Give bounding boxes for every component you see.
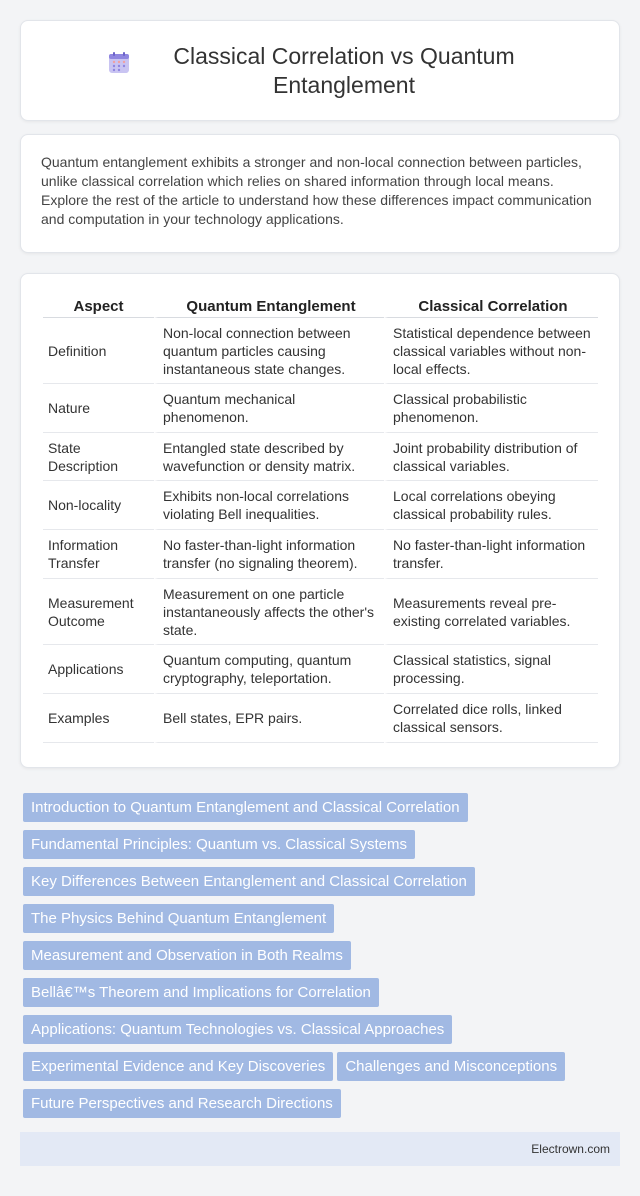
- cell-classical: Classical statistics, signal processing.: [384, 645, 598, 694]
- header-quantum: Quantum Entanglement: [154, 296, 384, 318]
- table-row: [43, 433, 598, 481]
- topic-link[interactable]: The Physics Behind Quantum Entanglement: [23, 904, 334, 933]
- cell-classical: No faster-than-light information transfer.: [384, 530, 598, 579]
- cell-classical: Joint probability distribution of classical variables.: [384, 433, 598, 481]
- header-aspect: Aspect: [43, 296, 154, 318]
- topic-link[interactable]: Experimental Evidence and Key Discoveries: [23, 1052, 333, 1081]
- cell-aspect: State Description: [43, 433, 154, 481]
- cell-quantum: Quantum mechanical phenomenon.: [154, 384, 384, 433]
- cell-aspect: Applications: [43, 645, 154, 694]
- cell-quantum: Bell states, EPR pairs.: [154, 694, 384, 743]
- topic-link[interactable]: Measurement and Observation in Both Realms: [23, 941, 351, 970]
- table-row: [43, 481, 598, 530]
- cell-classical: Measurements reveal pre-existing correlated variables.: [384, 579, 598, 645]
- topic-link[interactable]: Key Differences Between Entanglement and Classical Correlation: [23, 867, 475, 896]
- header-classical: Classical Correlation: [384, 296, 598, 318]
- cell-aspect: Examples: [43, 694, 154, 743]
- topic-link[interactable]: Bellâ€™s Theorem and Implications for Correlation: [23, 978, 379, 1007]
- comparison-table: [43, 296, 598, 743]
- table-row: [43, 384, 598, 433]
- table-row: [43, 645, 598, 694]
- cell-aspect: Information Transfer: [43, 530, 154, 579]
- cell-quantum: Exhibits non-local correlations violating Bell inequalities.: [154, 481, 384, 530]
- footer: [20, 1132, 620, 1166]
- cell-quantum: Entangled state described by wavefunction or density matrix.: [154, 433, 384, 481]
- page-title: Classical Correlation vs Quantum Entanglement: [173, 42, 515, 98]
- intro-card: [20, 134, 620, 253]
- footer-site[interactable]: Electrown.com: [531, 1142, 610, 1156]
- table-row: [43, 579, 598, 645]
- cell-classical: Statistical dependence between classical variables without non-local effects.: [384, 318, 598, 384]
- comparison-table-card: [20, 273, 620, 768]
- cell-aspect: Nature: [43, 384, 154, 433]
- table-row: [43, 694, 598, 743]
- cell-aspect: Measurement Outcome: [43, 579, 154, 645]
- table-row: [43, 318, 598, 384]
- cell-aspect: Non-locality: [43, 481, 154, 530]
- table-row: [43, 530, 598, 579]
- cell-quantum: Quantum computing, quantum cryptography, teleportation.: [154, 645, 384, 694]
- cell-classical: Correlated dice rolls, linked classical sensors.: [384, 694, 598, 743]
- cell-classical: Classical probabilistic phenomenon.: [384, 384, 598, 433]
- topic-link[interactable]: Fundamental Principles: Quantum vs. Classical Systems: [23, 830, 415, 859]
- topic-link[interactable]: Applications: Quantum Technologies vs. Classical Approaches: [23, 1015, 452, 1044]
- topic-links: [23, 793, 623, 1126]
- intro-text: Quantum entanglement exhibits a stronger and non-local connection between particles, unlike classical correlation which relies on shared information through local means. Explore the rest of the article to understand how these differences impact communication and computation in your technology applications.: [41, 154, 592, 227]
- cell-quantum: Non-local connection between quantum particles causing instantaneous state changes.: [154, 318, 384, 384]
- calendar-grid-icon: [106, 50, 132, 76]
- cell-classical: Local correlations obeying classical probability rules.: [384, 481, 598, 530]
- table-header-row: [43, 296, 598, 318]
- cell-quantum: Measurement on one particle instantaneously affects the other's state.: [154, 579, 384, 645]
- topic-link[interactable]: Future Perspectives and Research Directions: [23, 1089, 341, 1118]
- cell-aspect: Definition: [43, 318, 154, 384]
- header-card: [20, 20, 620, 121]
- cell-quantum: No faster-than-light information transfer (no signaling theorem).: [154, 530, 384, 579]
- topic-link[interactable]: Introduction to Quantum Entanglement and Classical Correlation: [23, 793, 468, 822]
- topic-link[interactable]: Challenges and Misconceptions: [337, 1052, 565, 1081]
